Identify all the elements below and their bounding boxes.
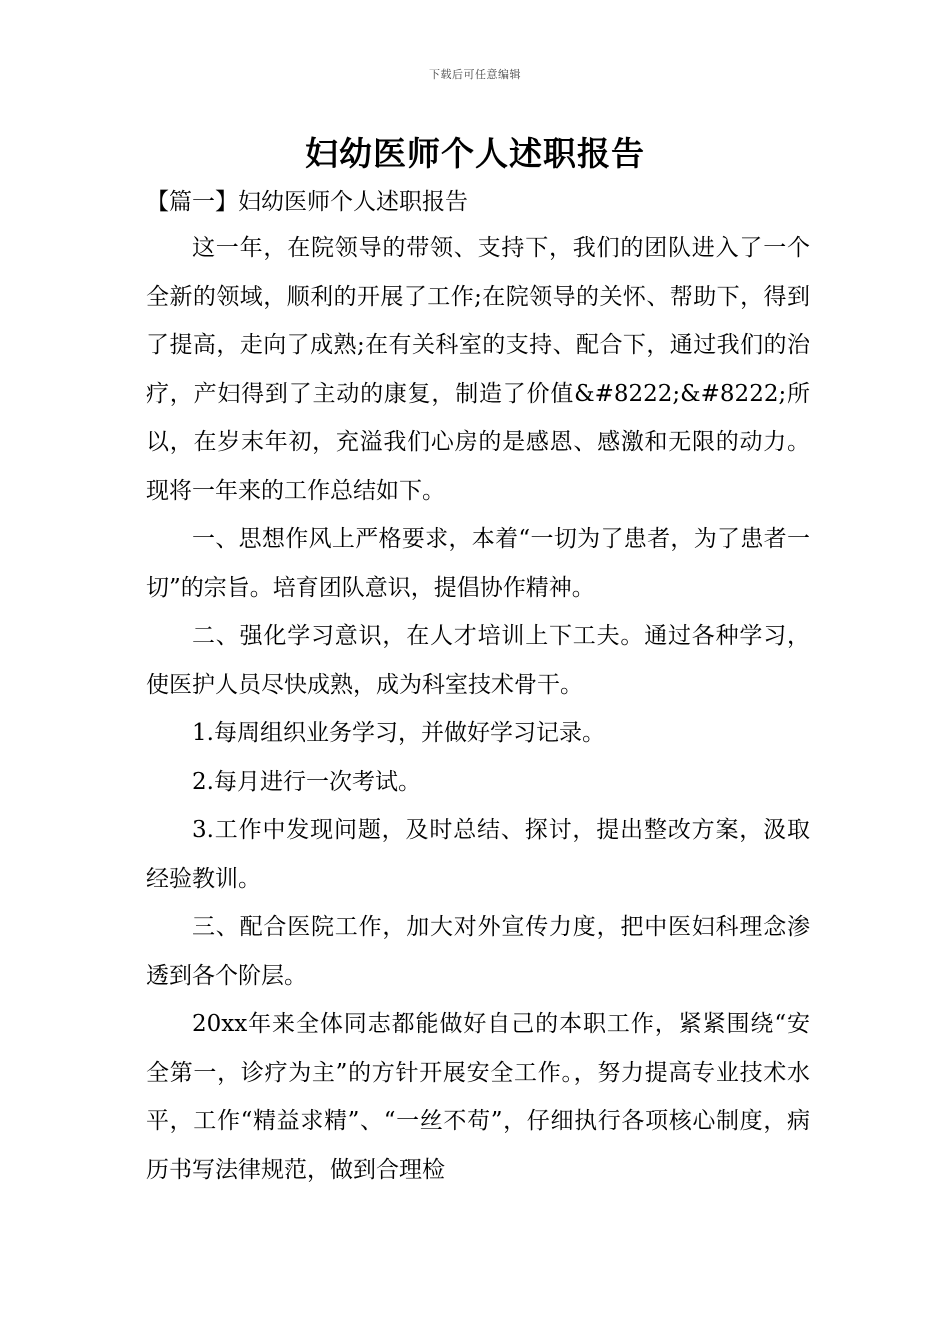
paragraph: 2.每月进行一次考试。	[192, 768, 421, 795]
paragraph: 一、思想作风上严格要求，本着“一切为了患者，为了患者一切”的宗旨。培育团队意识，提倡协作精神。	[146, 526, 810, 601]
header-note: 下载后可任意编辑	[429, 68, 521, 81]
paragraph: 3.工作中发现问题，及时总结、探讨，提出整改方案，汲取经验教训。	[146, 817, 810, 892]
paragraph: 三、配合医院工作，加大对外宣传力度，把中医妇科理念渗透到各个阶层。	[146, 914, 810, 989]
document-body	[146, 224, 810, 1194]
paragraph: 这一年，在院领导的带领、支持下，我们的团队进入了一个全新的领域，顺利的开展了工作;在院领导的关怀、帮助下，得到了提高，走向了成熟;在有关科室的支持、配合下，通过我们的治疗，产妇得到了主动的康复，制造了价值&#8222;&#8222;所以，在岁末年初，充溢我们心房的是感恩、感激和无限的动力。现将一年来的工作总结如下。	[146, 235, 810, 504]
document-title: 妇幼医师个人述职报告	[305, 134, 645, 173]
paragraph: 20xx年来全体同志都能做好自己的本职工作，紧紧围绕“安全第一，诊疗为主”的方针开展安全工作。，努力提高专业技术水平，工作“精益求精”、“一丝不苟”，仔细执行各项核心制度，病历书写法律规范，做到合理检	[146, 1011, 810, 1183]
section-heading: 【篇一】妇幼医师个人述职报告	[146, 189, 468, 215]
paragraph: 1.每周组织业务学习，并做好学习记录。	[192, 720, 605, 746]
paragraph: 二、强化学习意识，在人才培训上下工夫。通过各种学习，使医护人员尽快成熟，成为科室技术骨干。	[146, 623, 810, 698]
